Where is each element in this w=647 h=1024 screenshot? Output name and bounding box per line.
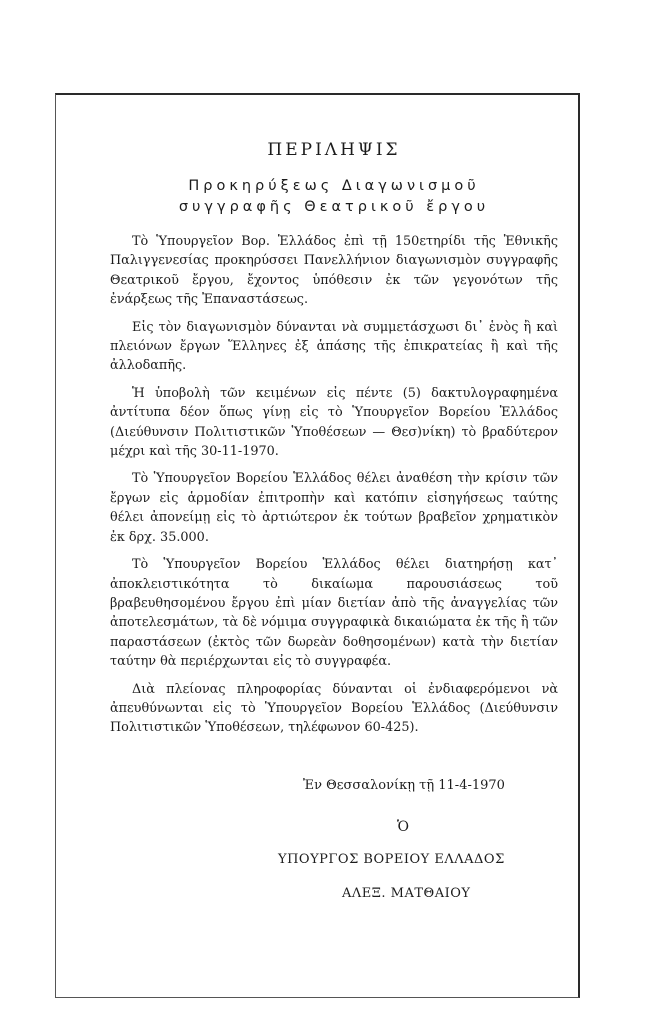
paragraph-submission: Ἡ ὑποβολὴ τῶν κειμένων εἰς πέντε (5) δακτυλογραφημένα ἀντίτυπα δέον ὅπως γίνῃ εἰς τὸ Ὑπουργεῖον Βορείου Ἑλλάδος (Διεύθυνσιν Πολιτιστικῶν Ὑποθέσεων — Θεσ)νίκη) τὸ βραδύτερον μέχρι καὶ τῆς 30-11-1970. bbox=[110, 385, 558, 460]
signature-article: Ὁ bbox=[397, 819, 410, 835]
paragraph-rights: Τὸ Ὑπουργεῖον Βορείου Ἑλλάδος θέλει διατηρήσῃ κατ᾽ ἀποκλειστικότητα τὸ δικαίωμα παρουσιάσεως τοῦ βραβευθησομένου ἔργου ἐπὶ μίαν διετίαν ἀπὸ τῆς ἀναγγελίας τῶν ἀποτελεσμάτων, τὰ δὲ νόμιμα συγγραφικὰ δικαιώματα ἐκ τῆς ἢ τῶν παραστάσεων (ἐκτὸς τῶν δωρεὰν δοθησομένων) κατὰ τὴν διετίαν ταύτην θὰ περιέρχωνται εἰς τὸ συγγραφέα. bbox=[110, 557, 558, 670]
subtitle-line-1: Προκηρύξεως Διαγωνισμοῦ bbox=[188, 178, 480, 194]
paragraph-announcement: Τὸ Ὑπουργεῖον Βορ. Ἑλλάδος ἐπὶ τῇ 150ετηρίδι τῆς Ἐθνικῆς Παλιγγενεσίας προκηρύσσει Πανελλήνιον διαγωνισμὸν συγγραφῆς Θεατρικοῦ ἔργου, ἔχοντος ὑπόθεσιν ἐκ τῶν γεγονότων τῆς ἐνάρξεως τῆς Ἐπαναστάσεως. bbox=[110, 234, 558, 308]
date-line: Ἐν Θεσσαλονίκῃ τῇ 11-4-1970 bbox=[303, 778, 505, 793]
signature-name: ΑΛΕΞ. ΜΑΤΘΑΙΟΥ bbox=[342, 886, 471, 901]
signature-ministry: ΥΠΟΥΡΓΟΣ ΒΟΡΕΙΟΥ ΕΛΛΑΔΟΣ bbox=[278, 852, 505, 867]
paragraph-eligibility: Εἰς τὸν διαγωνισμὸν δύνανται νὰ συμμετάσχωσι δι᾽ ἑνὸς ἢ καὶ πλειόνων ἔργων Ἕλληνες ἐξ ἁπάσης τῆς ἐπικρατείας ἢ καὶ τῆς ἀλλοδαπῆς. bbox=[110, 319, 558, 374]
document-body bbox=[110, 140, 558, 746]
document-subtitle bbox=[110, 176, 558, 218]
subtitle-line-2: συγγραφῆς Θεατρικοῦ ἔργου bbox=[178, 199, 490, 215]
document-title: ΠΕΡΙΛΗΨΙΣ bbox=[267, 140, 401, 160]
paragraph-list bbox=[110, 232, 558, 738]
paragraph-judging-prize: Τὸ Ὑπουργεῖον Βορείου Ἑλλάδος θέλει ἀναθέση τὴν κρίσιν τῶν ἔργων εἰς ἁρμοδίαν ἐπιτροπὴν καὶ κατόπιν εἰσηγήσεως ταύτης θέλει ἀπονείμῃ εἰς τὸ ἀρτιώτερον ἐκ τούτων βραβεῖον χρηματικὸν ἐκ δρχ. 35.000. bbox=[110, 471, 558, 545]
paragraph-information: Διὰ πλείονας πληροφορίας δύνανται οἱ ἐνδιαφερόμενοι νὰ ἀπευθύνωνται εἰς τὸ Ὑπουργεῖον Βορείου Ἑλλάδος (Διεύθυνσιν Πολιτιστικῶν Ὑποθέσεων, τηλέφωνον 60-425). bbox=[110, 681, 558, 736]
